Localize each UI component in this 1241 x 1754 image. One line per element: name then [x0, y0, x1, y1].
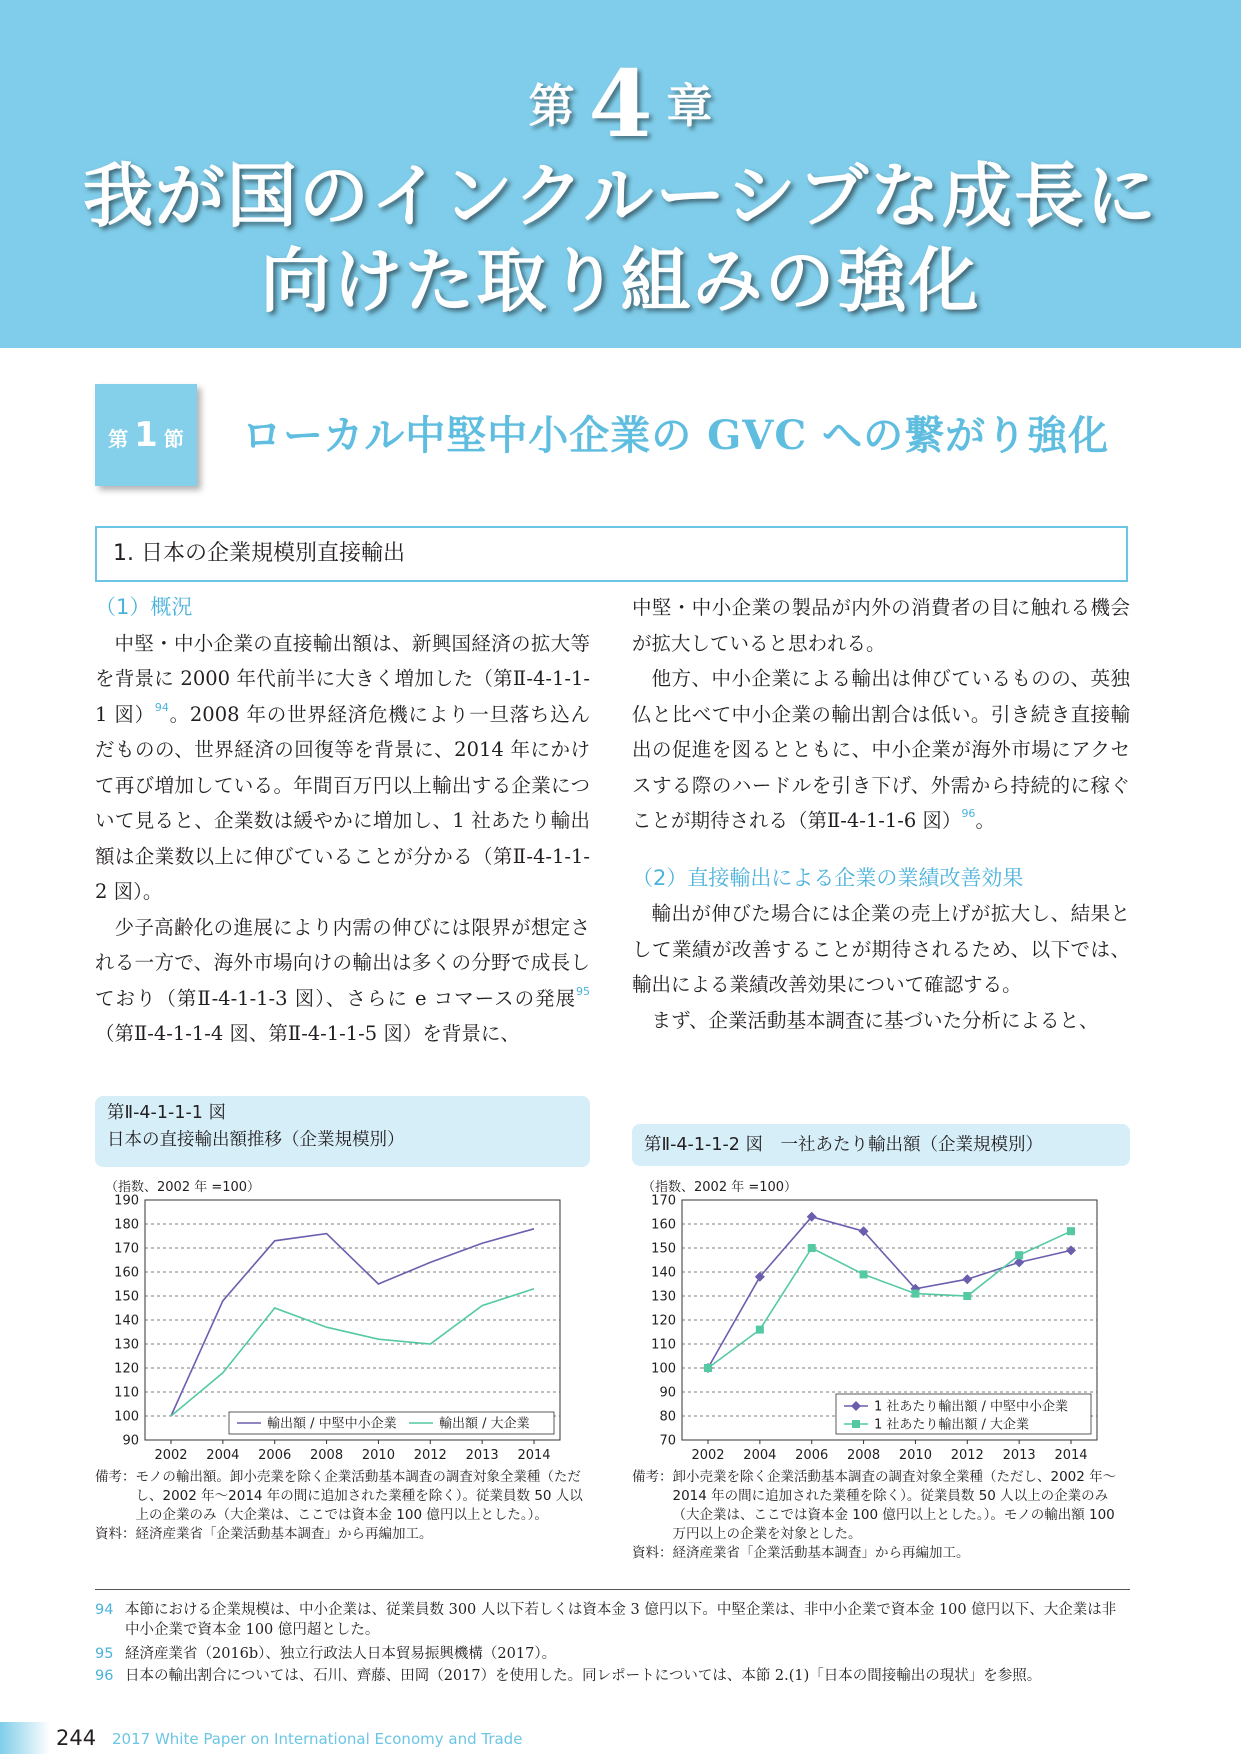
- x-tick-label: 2012: [950, 1448, 984, 1463]
- data-point: [808, 1244, 816, 1252]
- footnote-ref[interactable]: 96: [961, 807, 976, 820]
- legend-marker: [852, 1420, 860, 1428]
- x-tick-label: 2010: [898, 1448, 932, 1463]
- y-tick-label: 150: [651, 1241, 676, 1257]
- x-tick-label: 2013: [1002, 1448, 1036, 1463]
- legend-label: 輸出額 / 中堅中小企業: [267, 1416, 397, 1432]
- left-column: [95, 590, 590, 1052]
- chapter-banner: [0, 0, 1241, 348]
- footnote-96: 96 日本の輸出割合については、石川、齊藤、田岡（2017）を使用した。同レポートについては、本節 2.(1)「日本の間接輸出の現状」を参照。: [95, 1668, 1042, 1684]
- x-tick-label: 2006: [258, 1448, 292, 1463]
- y-tick-label: 100: [114, 1409, 139, 1425]
- x-tick-label: 2002: [154, 1448, 188, 1463]
- paragraph: 少子高齢化の進展により内需の伸びには限界が想定される一方で、海外市場向けの輸出は多くの分野で成長しており（第Ⅱ-4-1-1-3 図）、さらに e コマースの発展$^{95}$（第Ⅱ-4-1-1-4 図、第Ⅱ-4-1-1-5 図）を背景に、: [95, 915, 590, 1045]
- data-point: [704, 1364, 712, 1372]
- legend-label: 1 社あたり輸出額 / 大企業: [874, 1417, 1030, 1433]
- y-tick-label: 140: [651, 1265, 676, 1281]
- paragraph: 中堅・中小企業の直接輸出額は、新興国経済の拡大等を背景に 2000 年代前半に大きく増加した（第Ⅱ-4-1-1-1 図）$^{94}$。2008 年の世界経済危機により一旦落ち込んだものの、世界経済の回復等を背景に、2014 年にかけて再び増加している。年間百万円以上輸出する企業について見ると、企業数は緩やかに増加し、1 社あたり輸出額は企業数以上に伸びていることが分かる（第Ⅱ-4-1-1-2 図）。: [95, 631, 591, 903]
- publication-title: 2017 White Paper on International Economy and Trade: [112, 1730, 523, 1748]
- footnote-ref[interactable]: 94: [154, 700, 169, 714]
- y-tick-label: 100: [651, 1361, 676, 1377]
- y-tick-label: 180: [114, 1217, 139, 1233]
- y-tick-label: 80: [659, 1409, 676, 1425]
- figure1-caption: 第Ⅱ-4-1-1-1 図 日本の直接輸出額推移（企業規模別）: [95, 1096, 590, 1167]
- y-tick-label: 90: [659, 1385, 676, 1401]
- legend-label: 輸出額 / 大企業: [439, 1416, 530, 1432]
- data-point: [756, 1326, 764, 1334]
- y-tick-label: 130: [114, 1337, 139, 1353]
- y-tick-label: 90: [122, 1433, 139, 1449]
- y-tick-label: 130: [651, 1289, 676, 1305]
- legend-label: 1 社あたり輸出額 / 中堅中小企業: [874, 1399, 1069, 1415]
- right-column: [632, 590, 1130, 1038]
- footnote-94: 94 本節における企業規模は、中小企業は、従業員数 300 人以下若しくは資本金 3 億円以下。中堅企業は、非中小企業で資本金 100 億円以下、大企業は非中小企業で資本金 100 億円超とした。: [95, 1602, 1117, 1638]
- subheading-overview: （1）概況: [95, 595, 193, 619]
- figure2-unit: （指数、2002 年 =100）: [642, 1180, 798, 1195]
- section-title: ローカル中堅中小企業の GVC への繋がり強化: [242, 412, 1110, 459]
- x-tick-label: 2002: [691, 1448, 725, 1463]
- y-tick-label: 110: [651, 1337, 676, 1353]
- y-tick-label: 170: [114, 1241, 139, 1257]
- heading-1: 1. 日本の企業規模別直接輸出: [95, 526, 1128, 582]
- y-tick-label: 110: [114, 1385, 139, 1401]
- y-tick-label: 120: [114, 1361, 139, 1377]
- paragraph: まず、企業活動基本調査に基づいた分析によると、: [651, 1008, 1099, 1032]
- figure2-caption: 第Ⅱ-4-1-1-2 図 一社あたり輸出額（企業規模別）: [632, 1124, 1130, 1166]
- figure1-unit: （指数、2002 年 =100）: [105, 1180, 261, 1195]
- paragraph: 他方、中小企業による輸出は伸びているものの、英独仏と比べて中小企業の輸出割合は低い。引き続き直接輸出の促進を図るとともに、中小企業が海外市場にアクセスする際のハードルを引き下げ、外需から持続的に稼ぐことが期待される（第Ⅱ-4-1-1-6 図）$^{96}$。: [632, 667, 1130, 832]
- figure1-notes: 備考： モノの輸出額。卸小売業を除く企業活動基本調査の調査対象全業種（ただし、2002 年～2014 年の間に追加された業種を除く）。従業員数 50 人以上の企業のみ（大企業は、ここでは資本金 100 億円以上とした。）。 資料： 経済産業省「企業活動基本調査」から再編加工。: [95, 1469, 583, 1542]
- x-tick-label: 2013: [465, 1448, 499, 1463]
- paragraph: 輸出が伸びた場合には企業の売上げが拡大し、結果として業績が改善することが期待されるため、以下では、輸出による業績改善効果について確認する。: [632, 902, 1130, 996]
- data-point: [963, 1292, 971, 1300]
- chapter-title-line2: 向けた取り組みの強化: [260, 239, 981, 322]
- y-tick-label: 150: [114, 1289, 139, 1305]
- footnote-ref[interactable]: 95: [576, 984, 590, 998]
- x-tick-label: 2014: [1054, 1448, 1088, 1463]
- y-tick-label: 170: [651, 1193, 676, 1209]
- y-tick-label: 70: [659, 1433, 676, 1449]
- x-tick-label: 2010: [361, 1448, 395, 1463]
- data-point: [1015, 1251, 1023, 1259]
- footnote-rule: [95, 1589, 1130, 1590]
- subheading-effect: （2）直接輸出による企業の業績改善効果: [632, 865, 1024, 890]
- paragraph: 中堅・中小企業の製品が内外の消費者の目に触れる機会が拡大していると思われる。: [632, 596, 1130, 655]
- figure2-notes: 備考： 卸小売業を除く企業活動基本調査の調査対象全業種（ただし、2002 年～2014 年の間に追加された業種を除く）。従業員数 50 人以上の企業のみ（大企業は、ここでは資本金 100 億円以上とした。）。モノの輸出額 100 万円以上の企業を対象とした。 資料： 経済産業省「企業活動基本調査」から再編加工。: [632, 1469, 1117, 1561]
- x-tick-label: 2008: [310, 1448, 344, 1463]
- chapter-number: 第 4 章: [528, 50, 713, 158]
- y-tick-label: 140: [114, 1313, 139, 1329]
- page-number: 244: [56, 1726, 97, 1750]
- chapter-title-line1: 我が国のインクルーシブな成長に: [82, 154, 1159, 237]
- data-point: [1067, 1227, 1075, 1235]
- figure1-chart: [95, 1190, 590, 1465]
- x-tick-label: 2008: [847, 1448, 881, 1463]
- x-tick-label: 2006: [795, 1448, 829, 1463]
- y-tick-label: 160: [651, 1217, 676, 1233]
- x-tick-label: 2012: [413, 1448, 447, 1463]
- data-point: [911, 1290, 919, 1298]
- y-tick-label: 120: [651, 1313, 676, 1329]
- x-tick-label: 2004: [743, 1448, 777, 1463]
- y-tick-label: 190: [114, 1193, 139, 1209]
- section-badge: 第 1 節: [95, 384, 197, 486]
- data-point: [860, 1270, 868, 1278]
- x-tick-label: 2014: [517, 1448, 551, 1463]
- figure2-chart: [632, 1190, 1130, 1465]
- footer-accent: [0, 1722, 50, 1754]
- footnote-95: 95 経済産業省（2016b）、独立行政法人日本貿易振興機構（2017）。: [95, 1646, 557, 1662]
- x-tick-label: 2004: [206, 1448, 240, 1463]
- y-tick-label: 160: [114, 1265, 139, 1281]
